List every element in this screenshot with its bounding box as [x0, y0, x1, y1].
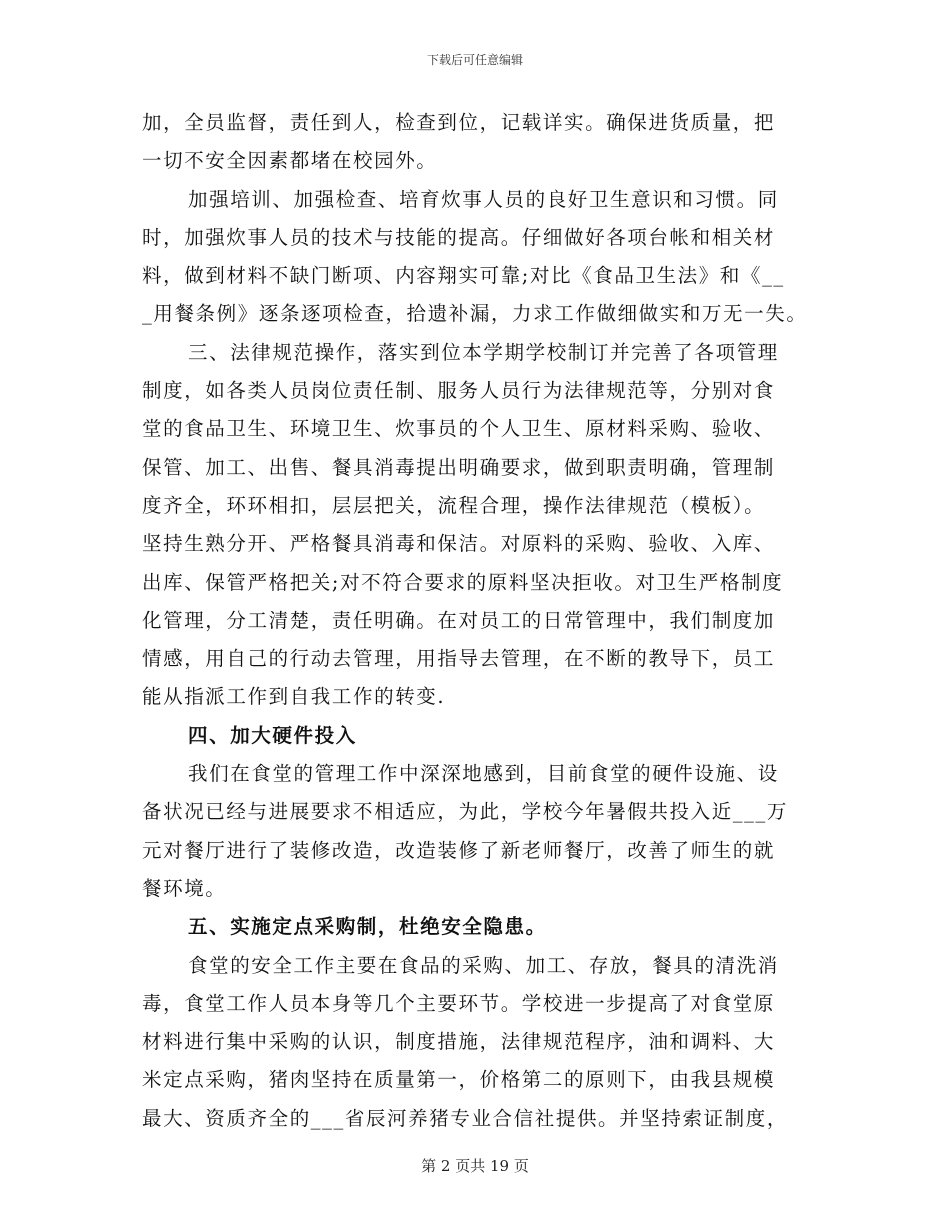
page-header: 下载后可任意编辑: [426, 53, 523, 67]
text-line: 出库、保管严格把关;对不符合要求的原料坚决拒收。对卫生严格制度: [142, 570, 784, 594]
text-line: 料，做到材料不缺门断项、内容翔实可靠;对比《食品卫生法》和《__: [142, 264, 785, 288]
text-line: 坚持生熟分开、严格餐具消毒和保洁。对原料的采购、验收、入库、: [142, 532, 776, 556]
text-line: 材料进行集中采购的认识，制度措施，法律规范程序，油和调料、大: [142, 1030, 776, 1054]
text-line: 元对餐厅进行了装修改造，改造装修了新老师餐厅，改善了师生的就: [142, 838, 776, 862]
text-line: 时，加强炊事人员的技术与技能的提高。仔细做好各项台帐和相关材: [142, 225, 776, 249]
section-heading: 四、加大硬件投入: [188, 723, 357, 747]
text-line: 毒，食堂工作人员本身等几个主要环节。学校进一步提高了对食堂原: [142, 991, 776, 1015]
section-heading: 五、实施定点采购制，杜绝安全隐患。: [188, 915, 547, 939]
text-line: 餐环境。: [142, 876, 227, 900]
text-line: 备状况已经与进展要求不相适应，为此，学校今年暑假共投入近___万: [142, 800, 788, 824]
page-footer: 第 2 页共 19 页: [421, 1157, 529, 1175]
text-line: 食堂的安全工作主要在食品的采购、加工、存放，餐具的清洗消: [188, 953, 779, 977]
text-line: 保管、加工、出售、餐具消毒提出明确要求，做到职责明确，管理制: [142, 455, 776, 479]
text-line: _用餐条例》逐条逐项检查，拾遗补漏，力求工作做细做实和万无一失。: [142, 302, 808, 326]
text-line: 米定点采购，猪肉坚持在质量第一，价格第二的原则下，由我县规模: [142, 1068, 776, 1092]
text-line: 制度，如各类人员岗位责任制、服务人员行为法律规范等，分别对食: [142, 379, 776, 403]
text-line: 情感，用自己的行动去管理，用指导去管理，在不断的教导下，员工: [142, 647, 776, 671]
text-line: 最大、资质齐全的___省辰河养猪专业合信社提供。并坚持索证制度，: [142, 1106, 788, 1130]
text-line: 能从指派工作到自我工作的转变.: [142, 685, 446, 709]
text-line: 一切不安全因素都堵在校园外。: [142, 149, 438, 173]
text-line: 化管理，分工清楚，责任明确。在对员工的日常管理中，我们制度加: [142, 608, 776, 632]
document-body: [142, 104, 822, 1138]
text-line: 度齐全，环环相扣，层层把关，流程合理，操作法律规范（模板）。: [142, 493, 766, 517]
text-line: 我们在食堂的管理工作中深深地感到，目前食堂的硬件设施、设: [188, 762, 779, 786]
text-line: 三、法律规范操作，落实到位本学期学校制订并完善了各项管理: [188, 340, 779, 364]
text-line: 加，全员监督，责任到人，检查到位，记载详实。确保进货质量，把: [142, 111, 776, 134]
text-line: 加强培训、加强检查、培育炊事人员的良好卫生意识和习惯。同: [188, 187, 779, 211]
text-line: 堂的食品卫生、环境卫生、炊事员的个人卫生、原材料采购、验收、: [142, 417, 776, 441]
